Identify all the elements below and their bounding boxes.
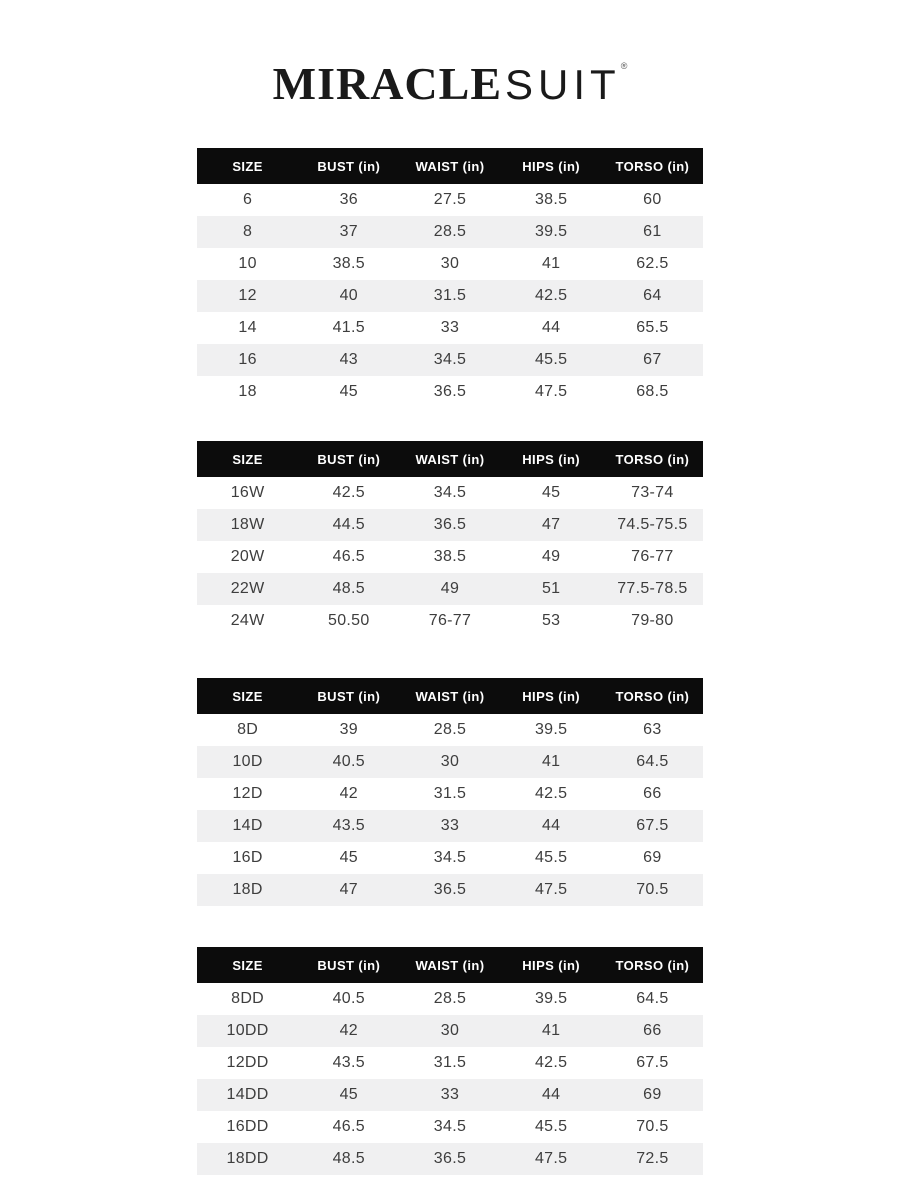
measurement-cell: 30	[440, 753, 460, 770]
measurement-cell: 34.5	[433, 1118, 467, 1135]
measurement-cell: 44	[541, 817, 561, 834]
measurement-cell: 44	[541, 319, 561, 336]
table-header-row	[197, 148, 703, 184]
registered-trademark-icon: ®	[620, 61, 628, 71]
measurement-cell: 67.5	[636, 1054, 669, 1071]
column-header: SIZE	[197, 441, 298, 477]
measurement-cell: 30	[440, 255, 460, 272]
measurement-cell: 38.5	[534, 191, 568, 208]
measurement-cell: 42.5	[332, 484, 365, 501]
measurement-cell: 65.5	[636, 319, 669, 336]
table-row	[197, 1079, 703, 1111]
measurement-cell: 45.5	[534, 849, 568, 866]
column-header: SIZE	[197, 947, 298, 983]
measurement-cell: 28.5	[433, 223, 467, 240]
size-cell: 14	[238, 319, 257, 336]
measurement-cell: 61	[643, 223, 662, 240]
measurement-cell: 43.5	[332, 817, 365, 834]
size-cell: 16	[238, 351, 257, 368]
measurement-cell: 46.5	[332, 548, 365, 565]
size-table-numeric	[197, 148, 703, 408]
table-row	[197, 541, 703, 573]
brand-name-suit: SUIT	[505, 61, 621, 108]
measurement-cell: 45	[339, 383, 358, 400]
measurement-cell: 34.5	[433, 484, 467, 501]
table-row	[197, 509, 703, 541]
measurement-cell: 70.5	[636, 1118, 669, 1135]
table-row	[197, 312, 703, 344]
measurement-cell: 67.5	[636, 817, 669, 834]
column-header: BUST (in)	[298, 441, 399, 477]
table-row	[197, 1015, 703, 1047]
measurement-cell: 79-80	[631, 612, 674, 629]
measurement-cell: 37	[339, 223, 358, 240]
size-table-dd	[197, 947, 703, 1175]
measurement-cell: 43	[339, 351, 358, 368]
size-cell: 8DD	[231, 990, 265, 1007]
measurement-cell: 36.5	[433, 383, 467, 400]
measurement-cell: 48.5	[332, 580, 365, 597]
size-cell: 18D	[232, 881, 263, 898]
table-row	[197, 1047, 703, 1079]
measurement-cell: 68.5	[636, 383, 669, 400]
measurement-cell: 47.5	[534, 383, 568, 400]
size-cell: 8	[242, 223, 253, 240]
measurement-cell: 44	[541, 1086, 561, 1103]
table-row	[197, 573, 703, 605]
size-cell: 16D	[232, 849, 263, 866]
measurement-cell: 74.5-75.5	[617, 516, 688, 533]
measurement-cell: 34.5	[433, 351, 467, 368]
size-table-d	[197, 678, 703, 906]
measurement-cell: 50.50	[328, 612, 370, 629]
size-cell: 6	[242, 191, 253, 208]
brand-logo	[0, 0, 900, 109]
table-row	[197, 778, 703, 810]
column-header: BUST (in)	[298, 148, 399, 184]
measurement-cell: 44.5	[332, 516, 365, 533]
measurement-cell: 62.5	[636, 255, 669, 272]
table-header-row	[197, 947, 703, 983]
measurement-cell: 41	[541, 255, 561, 272]
measurement-cell: 36.5	[433, 881, 467, 898]
measurement-cell: 77.5-78.5	[617, 580, 688, 597]
table-header-row	[197, 441, 703, 477]
measurement-cell: 45	[541, 484, 561, 501]
measurement-cell: 64	[643, 287, 662, 304]
measurement-cell: 43.5	[332, 1054, 365, 1071]
measurement-cell: 66	[643, 1022, 662, 1039]
column-header: SIZE	[197, 148, 298, 184]
size-tables-section	[197, 92, 703, 1175]
table-row	[197, 248, 703, 280]
measurement-cell: 40	[339, 287, 358, 304]
measurement-cell: 47	[339, 881, 358, 898]
table-row	[197, 280, 703, 312]
size-cell: 22W	[230, 580, 265, 597]
size-cell: 14DD	[226, 1086, 269, 1103]
size-cell: 10	[238, 255, 257, 272]
measurement-cell: 49	[541, 548, 561, 565]
measurement-cell: 45	[339, 1086, 358, 1103]
size-cell: 16DD	[226, 1118, 269, 1135]
measurement-cell: 69	[643, 1086, 662, 1103]
measurement-cell: 40.5	[332, 990, 365, 1007]
table-row	[197, 810, 703, 842]
measurement-cell: 39.5	[534, 990, 568, 1007]
column-header: WAIST (in)	[399, 678, 500, 714]
column-header: WAIST (in)	[399, 441, 500, 477]
size-cell: 20W	[230, 548, 265, 565]
measurement-cell: 31.5	[433, 785, 467, 802]
size-cell: 24W	[230, 612, 265, 629]
measurement-cell: 42.5	[534, 1054, 568, 1071]
measurement-cell: 47.5	[534, 1150, 568, 1167]
column-header: HIPS (in)	[501, 678, 602, 714]
size-cell: 14D	[232, 817, 263, 834]
measurement-cell: 28.5	[433, 990, 467, 1007]
measurement-cell: 36.5	[433, 1150, 467, 1167]
size-cell: 10DD	[226, 1022, 269, 1039]
column-header: HIPS (in)	[501, 148, 602, 184]
measurement-cell: 42	[339, 1022, 358, 1039]
measurement-cell: 42	[339, 785, 358, 802]
table-row	[197, 746, 703, 778]
table-row	[197, 1111, 703, 1143]
measurement-cell: 73-74	[631, 484, 674, 501]
column-header: TORSO (in)	[602, 441, 703, 477]
size-cell: 18	[238, 383, 257, 400]
column-header: HIPS (in)	[501, 441, 602, 477]
table-row	[197, 477, 703, 509]
column-header: BUST (in)	[298, 678, 399, 714]
measurement-cell: 39.5	[534, 721, 568, 738]
measurement-cell: 34.5	[433, 849, 467, 866]
measurement-cell: 45.5	[534, 1118, 568, 1135]
measurement-cell: 49	[440, 580, 460, 597]
measurement-cell: 48.5	[332, 1150, 365, 1167]
size-cell: 18DD	[226, 1150, 269, 1167]
measurement-cell: 64.5	[636, 990, 669, 1007]
table-row	[197, 714, 703, 746]
measurement-cell: 51	[541, 580, 561, 597]
size-cell: 10D	[232, 753, 263, 770]
measurement-cell: 28.5	[433, 721, 467, 738]
column-header: TORSO (in)	[602, 947, 703, 983]
table-row	[197, 216, 703, 248]
measurement-cell: 42.5	[534, 785, 568, 802]
table-row	[197, 605, 703, 637]
measurement-cell: 69	[643, 849, 662, 866]
measurement-cell: 45.5	[534, 351, 568, 368]
column-header: TORSO (in)	[602, 678, 703, 714]
measurement-cell: 36	[339, 191, 358, 208]
measurement-cell: 72.5	[636, 1150, 669, 1167]
measurement-cell: 39	[339, 721, 358, 738]
table-row	[197, 842, 703, 874]
measurement-cell: 45	[339, 849, 358, 866]
table-row	[197, 1143, 703, 1175]
measurement-cell: 64.5	[636, 753, 669, 770]
measurement-cell: 33	[440, 1086, 460, 1103]
measurement-cell: 47	[541, 516, 561, 533]
measurement-cell: 66	[643, 785, 662, 802]
measurement-cell: 76-77	[631, 548, 674, 565]
measurement-cell: 27.5	[433, 191, 467, 208]
measurement-cell: 53	[541, 612, 561, 629]
size-cell: 8D	[237, 721, 259, 738]
measurement-cell: 76-77	[428, 612, 472, 629]
table-row	[197, 983, 703, 1015]
size-cell: 12	[238, 287, 257, 304]
column-header: HIPS (in)	[501, 947, 602, 983]
table-header-row	[197, 678, 703, 714]
measurement-cell: 41.5	[332, 319, 365, 336]
measurement-cell: 40.5	[332, 753, 365, 770]
measurement-cell: 70.5	[636, 881, 669, 898]
measurement-cell: 39.5	[534, 223, 568, 240]
size-table-w	[197, 441, 703, 637]
table-row	[197, 874, 703, 906]
table-row	[197, 184, 703, 216]
measurement-cell: 42.5	[534, 287, 568, 304]
measurement-cell: 38.5	[433, 548, 467, 565]
size-cell: 12DD	[226, 1054, 269, 1071]
measurement-cell: 38.5	[332, 255, 365, 272]
table-row	[197, 376, 703, 408]
measurement-cell: 41	[541, 1022, 561, 1039]
measurement-cell: 33	[440, 817, 460, 834]
column-header: WAIST (in)	[399, 947, 500, 983]
measurement-cell: 63	[643, 721, 662, 738]
measurement-cell: 33	[440, 319, 460, 336]
measurement-cell: 46.5	[332, 1118, 365, 1135]
measurement-cell: 30	[440, 1022, 460, 1039]
measurement-cell: 60	[643, 191, 662, 208]
column-header: SIZE	[197, 678, 298, 714]
measurement-cell: 41	[541, 753, 561, 770]
measurement-cell: 31.5	[433, 1054, 467, 1071]
measurement-cell: 67	[643, 351, 662, 368]
table-row	[197, 344, 703, 376]
column-header: WAIST (in)	[399, 148, 500, 184]
measurement-cell: 31.5	[433, 287, 467, 304]
size-cell: 12D	[232, 785, 263, 802]
size-cell: 18W	[230, 516, 265, 533]
size-cell: 16W	[230, 484, 265, 501]
brand-name-miracle: MIRACLE	[272, 58, 503, 109]
measurement-cell: 47.5	[534, 881, 568, 898]
column-header: BUST (in)	[298, 947, 399, 983]
measurement-cell: 36.5	[433, 516, 467, 533]
column-header: TORSO (in)	[602, 148, 703, 184]
